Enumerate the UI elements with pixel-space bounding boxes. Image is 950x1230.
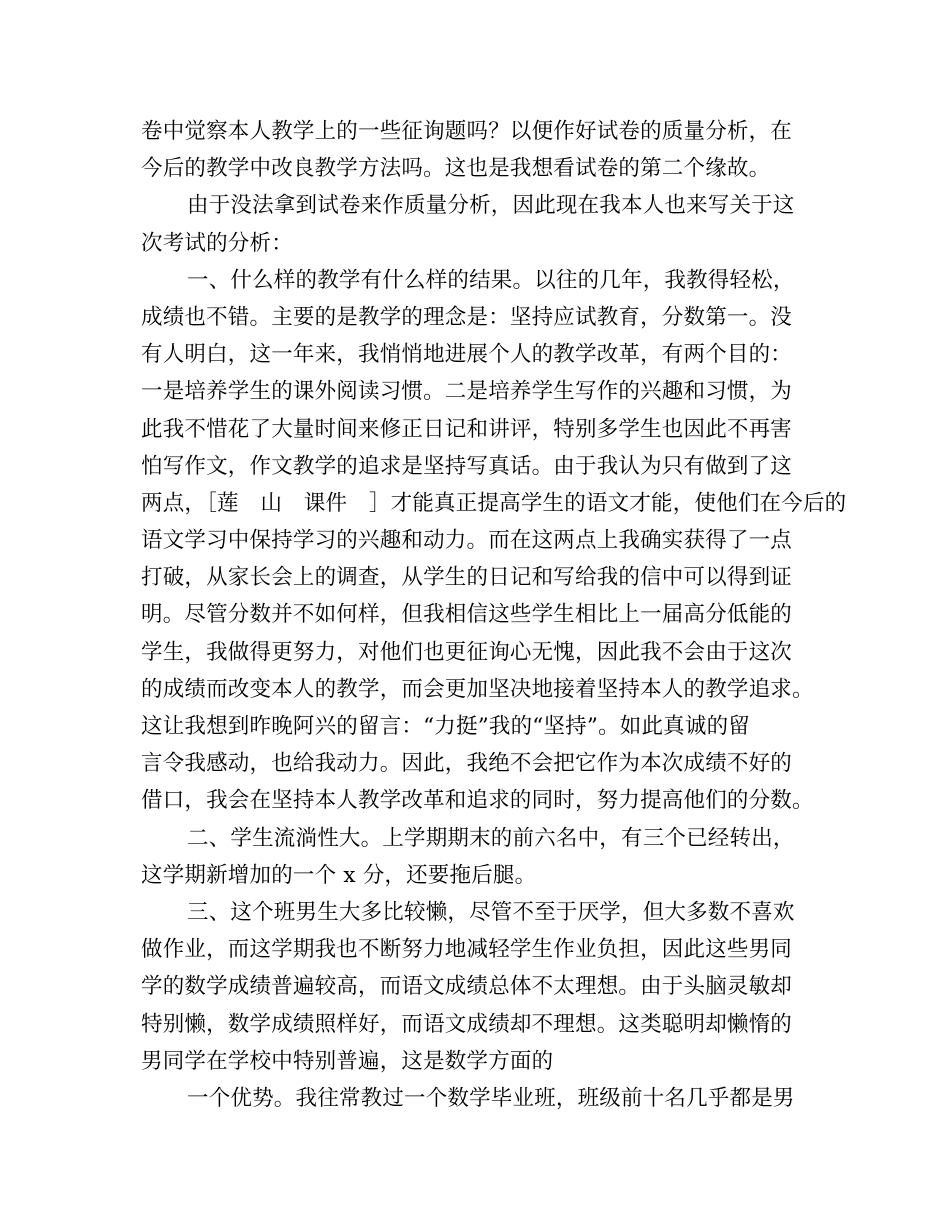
- paragraph-first-line: 一个优势。我往常教过一个数学毕业班，班级前十名几乎都是男: [187, 1085, 795, 1111]
- paragraph-first-line: 由于没法拿到试卷来作质量分析，因此现在我本人也来写关于这: [187, 193, 795, 219]
- paragraph-line: 卷中觉察本人教学上的一些征询题吗？以便作好试卷的质量分析，在: [141, 119, 793, 144]
- paragraph-first-line: 三、这个班男生大多比较懒，尽管不至于厌学，但大多数不喜欢: [187, 899, 795, 925]
- paragraph-line: 学的数学成绩普遍较高，而语文成绩总体不太理想。由于头脑灵敏却: [141, 974, 793, 1000]
- paragraph-line: 学生，我做得更努力，对他们也更征询心无愧，因此我不会由于这次: [141, 639, 793, 665]
- paragraph-line: 有人明白，这一年来，我悄悄地进展个人的教学改革，有两个目的：: [141, 342, 793, 368]
- paragraph-line: 这学期新增加的一个 x 分，还要拖后腿。: [141, 862, 537, 888]
- paragraph-line: 怕写作文，作文教学的追求是坚持写真话。由于我认为只有做到了这: [141, 453, 793, 479]
- paragraph-line: 这让我想到昨晚阿兴的留言：“力挺”我的“坚持”。如此真诚的留: [141, 714, 750, 739]
- paragraph-line: 明。尽管分数并不如何样，但我相信这些学生相比上一届高分低能的: [141, 602, 793, 628]
- paragraph-line: 特别懒，数学成绩照样好，而语文成绩却不理想。这类聪明却懒惰的: [141, 1011, 793, 1037]
- paragraph-line: 一是培养学生的课外阅读习惯。二是培养学生写作的兴趣和习惯，为: [141, 379, 793, 405]
- paragraph-line: 借口，我会在坚持本人教学改革和追求的同时，努力提高他们的分数。: [141, 788, 814, 814]
- paragraph-first-line: 一、什么样的教学有什么样的结果。以往的几年，我教得轻松，: [187, 267, 795, 293]
- paragraph-line: 两点，［莲 山 课件 ］才能真正提高学生的语文才能，使他们在今后的: [141, 490, 847, 516]
- paragraph-line: 的成绩而改变本人的教学，而会更加坚决地接着坚持本人的教学追求。: [141, 676, 814, 702]
- paragraph-line: 打破，从家长会上的调查，从学生的日记和写给我的信中可以得到证: [141, 565, 793, 591]
- paragraph-line: 做作业，而这学期我也不断努力地减轻学生作业负担，因此这些男同: [141, 937, 793, 963]
- paragraph-first-line: 二、学生流淌性大。上学期期末的前六名中，有三个已经转出，: [187, 825, 795, 851]
- paragraph-line: 语文学习中保持学习的兴趣和动力。而在这两点上我确实获得了一点: [141, 528, 793, 554]
- paragraph-line: 成绩也不错。主要的是教学的理念是：坚持应试教育，分数第一。没: [141, 304, 793, 330]
- document-body: [141, 113, 847, 1117]
- paragraph-line: 男同学在学校中特别普遍，这是数学方面的: [141, 1048, 554, 1074]
- paragraph-line: 次考试的分析：: [141, 230, 293, 256]
- paragraph-line: 言令我感动，也给我动力。因此，我绝不会把它作为本次成绩不好的: [141, 751, 793, 777]
- paragraph-line: 此我不惜花了大量时间来修正日记和讲评，特别多学生也因此不再害: [141, 416, 793, 442]
- paragraph-line: 今后的教学中改良教学方法吗。这也是我想看试卷的第二个缘故。: [141, 156, 771, 182]
